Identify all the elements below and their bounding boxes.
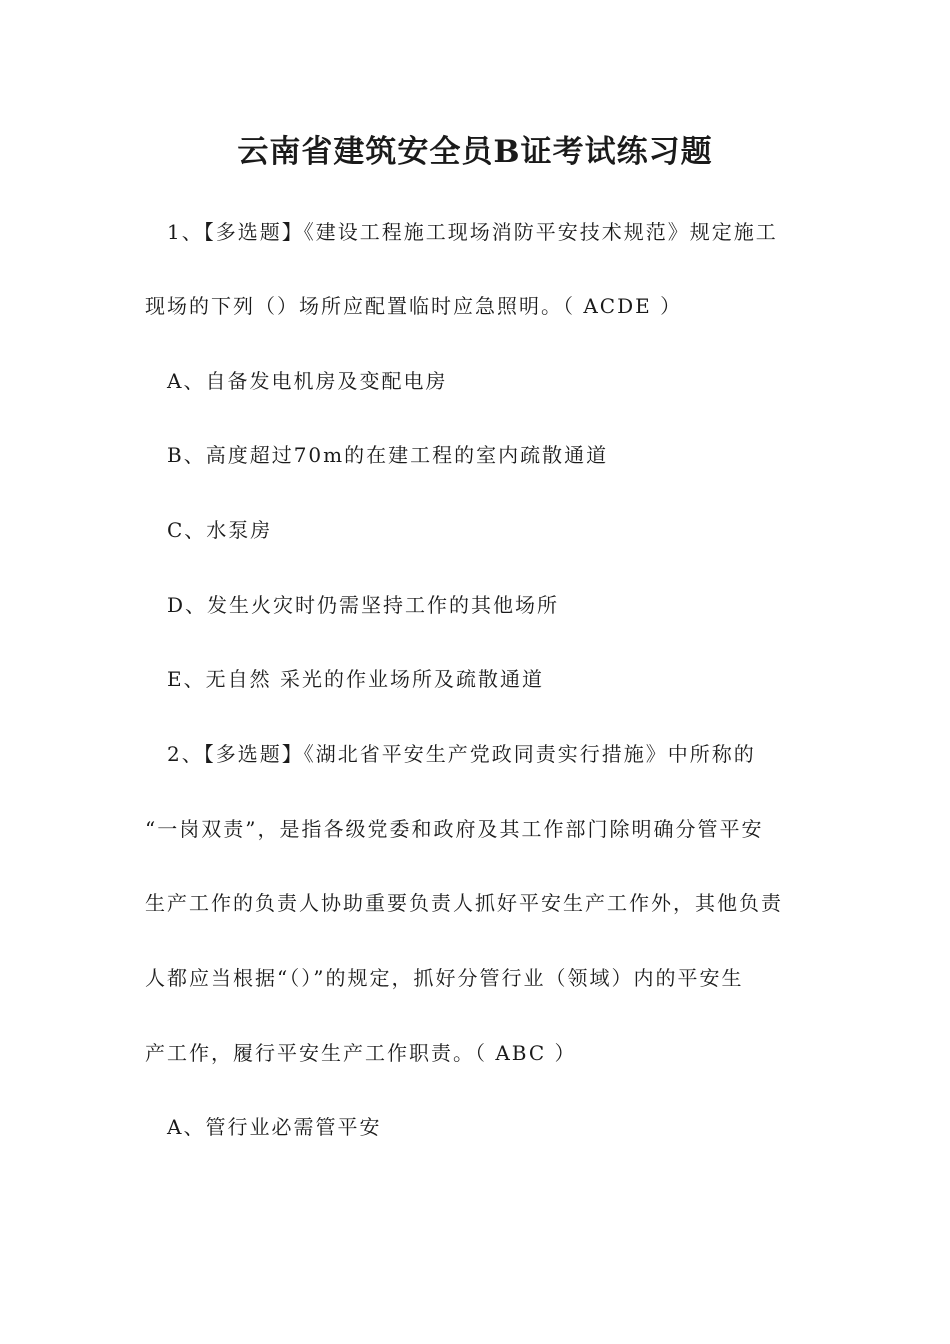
question-1-option-c: C、水泵房	[167, 518, 273, 542]
question-2-stem-line-2: “一岗双责”，是指各级党委和政府及其工作部门除明确分管平安	[145, 817, 764, 841]
document-title: 云南省建筑安全员B证考试练习题	[237, 134, 713, 170]
question-2-stem-line-3: 生产工作的负责人协助重要负责人抓好平安生产工作外，其他负责	[145, 891, 783, 915]
question-1-stem-line-2: 现场的下列（）场所应配置临时应急照明。（ ACDE ）	[145, 294, 683, 318]
question-1-option-e: E、无自然 采光的作业场所及疏散通道	[167, 667, 544, 691]
question-1-option-b: B、高度超过70m的在建工程的室内疏散通道	[167, 443, 609, 467]
question-2-option-a: A、管行业必需管平安	[167, 1115, 382, 1139]
question-2-stem-line-1: 2、【多选题】《湖北省平安生产党政同责实行措施》中所称的	[167, 742, 756, 766]
question-1-stem-line-1: 1、【多选题】《建设工程施工现场消防平安技术规范》规定施工	[167, 220, 778, 244]
question-2-stem-line-4: 人都应当根据“（）”的规定，抓好分管行业（领域）内的平安生	[145, 966, 744, 990]
question-2-stem-line-5: 产工作，履行平安生产工作职责。（ ABC ）	[145, 1041, 577, 1065]
question-1-option-a: A、自备发电机房及变配电房	[167, 369, 448, 393]
question-1-option-d: D、发生火灾时仍需坚持工作的其他场所	[167, 593, 560, 617]
